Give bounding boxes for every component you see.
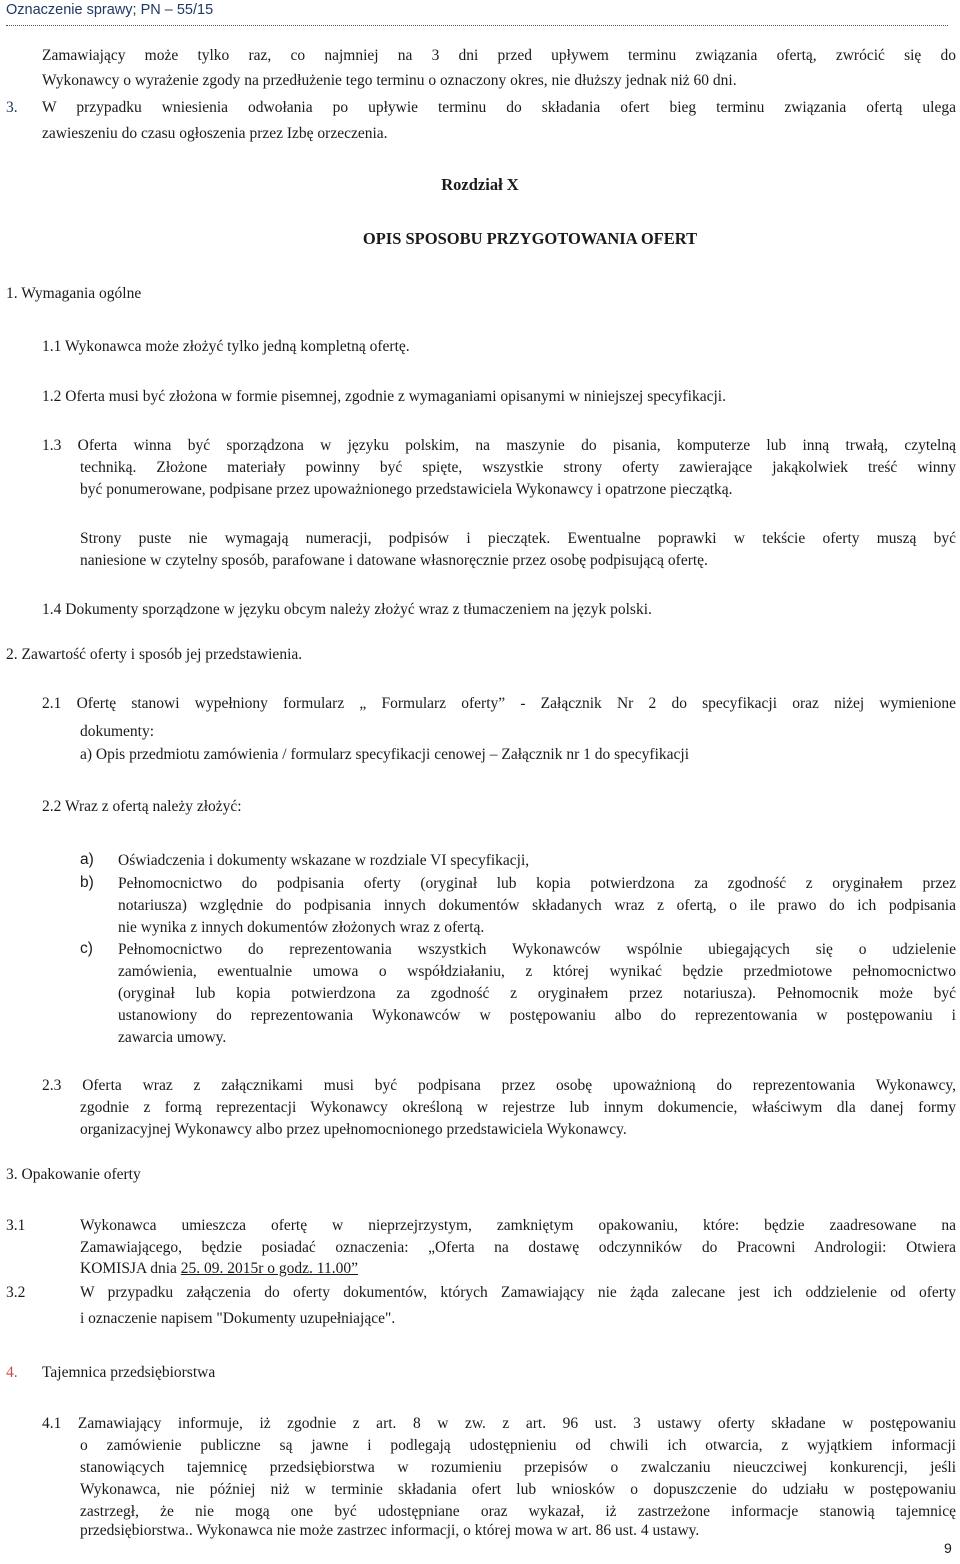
item-a-marker: a): [80, 851, 94, 868]
intro-line-2: Wykonawcy o wyrażenie zgody na przedłużenie tego terminu o oznaczony okres, nie dłuższy jednak niż 60 dni.: [42, 72, 737, 89]
point-1-3b-line-1: Strony puste nie wymagają numeracji, podpisów i pieczątek. Ewentualne poprawki w tekście oferty muszą być: [80, 530, 956, 547]
point-3-line-1: W przypadku wniesienia odwołania po upływie terminu do składania ofert bieg terminu związania ofertą ulega: [42, 99, 956, 116]
section-3-heading: 3. Opakowanie oferty: [6, 1166, 141, 1183]
point-3-number: 3.: [6, 99, 18, 116]
point-4-1-line-6: przedsiębiorstwa.. Wykonawca nie może zastrzec informacji, o której mowa w art. 86 ust. 4 ustawy.: [80, 1522, 700, 1539]
point-3-1-line-2: Zamawiającego, będzie posiadać oznaczenia: „Oferta na dostawę odczynników do Pracowni Andrologii: Otwiera: [80, 1239, 956, 1256]
point-4-1-line-3: stanowiących tajemnicę przedsiębiorstwa w rozumieniu przepisów o zwalczaniu nieuczciwej konkurencji, jeśli: [80, 1459, 956, 1476]
chapter-label: Rozdział X: [441, 175, 519, 194]
chapter-title: OPIS SPOSOBU PRZYGOTOWANIA OFERT: [362, 229, 698, 248]
point-3-1-line-3: [80, 1259, 358, 1279]
point-3-1-line-1: Wykonawca umieszcza ofertę w nieprzejrzystym, zamkniętym opakowaniu, które: będzie zaadresowane na: [80, 1217, 956, 1234]
item-b-line-3: nie wynika z innych dokumentów złożonych wraz z ofertą.: [118, 919, 485, 936]
header-rule: [6, 25, 948, 26]
item-c-line-1: Pełnomocnictwo do reprezentowania wszystkich Wykonawców wspólnie ubiegających się o udzielenie: [118, 941, 956, 958]
point-3-1-number: 3.1: [6, 1217, 26, 1234]
item-c-line-4: ustanowiony do reprezentowania Wykonawców w postępowaniu albo do reprezentowania w postępowaniu i: [118, 1007, 956, 1024]
point-1-1: 1.1 Wykonawca może złożyć tylko jedną kompletną ofertę.: [42, 338, 410, 355]
point-1-3b-line-2: naniesione w czytelny sposób, parafowane i datowane własnoręcznie przez osobę podpisującą ofertę.: [80, 552, 708, 569]
point-2-3-line-3: organizacyjnej Wykonawcy albo przez upełnomocnionego przedstawiciela Wykonawcy.: [80, 1121, 627, 1138]
opening-commission-text: KOMISJA dnia: [80, 1260, 181, 1277]
section-1-heading: 1. Wymagania ogólne: [6, 285, 142, 302]
page-header: [0, 0, 960, 22]
point-1-2: 1.2 Oferta musi być złożona w formie pisemnej, zgodnie z wymaganiami opisanymi w niniejszej specyfikacji.: [42, 388, 726, 405]
case-reference: Oznaczenie sprawy; PN – 55/15: [6, 2, 214, 18]
point-1-3-line-2: techniką. Złożone materiały powinny być spięte, wszystkie strony oferty zawierające jakąkolwiek treść winny: [80, 459, 956, 476]
point-2-1-line-1: 2.1 Ofertę stanowi wypełniony formularz „ Formularz oferty” - Załącznik Nr 2 do specyfikacji oraz niżej wymienione: [42, 695, 956, 712]
point-1-3-line-3: być ponumerowane, podpisane przez upoważnionego przedstawiciela Wykonawcy i opatrzone pieczątką.: [80, 481, 733, 498]
point-3-2-line-1: W przypadku załączenia do oferty dokumentów, których Zamawiający nie żąda zalecane jest ich oddzielenie od oferty: [80, 1284, 956, 1301]
opening-date: 25. 09. 2015r o godz. 11.00”: [180, 1260, 358, 1277]
item-b-line-2: notariusza) względnie do podpisania innych dokumentów składanych wraz z ofertą, o ile prawo do ich podpisania: [118, 897, 956, 914]
item-c-marker: c): [80, 940, 93, 957]
section-4-heading: Tajemnica przedsiębiorstwa: [42, 1364, 216, 1381]
point-3-2-number: 3.2: [6, 1284, 26, 1301]
item-c-line-5: zawarcia umowy.: [118, 1029, 227, 1046]
point-4-1-line-2: o zamówienie publiczne są jawne i podlegają udostępnieniu od chwili ich otwarcia, z wyjątkiem informacji: [80, 1437, 956, 1454]
point-4-1-line-1: 4.1 Zamawiający informuje, iż zgodnie z art. 8 w zw. z art. 96 ust. 3 ustawy oferty składane w postępowaniu: [42, 1415, 956, 1432]
item-b-marker: b): [80, 874, 94, 891]
point-1-3-line-1: 1.3 Oferta winna być sporządzona w języku polskim, na maszynie do pisania, komputerze lub inną trwałą, czytelną: [42, 437, 956, 454]
item-c-line-3: (oryginał lub kopia potwierdzona za zgodność z oryginałem przez notariusza). Pełnomocnik może być: [118, 985, 956, 1002]
point-2-2: 2.2 Wraz z ofertą należy złożyć:: [42, 798, 242, 815]
point-4-1-line-5: zastrzegł, że nie mogą one być udostępniane oraz wykazał, iż zastrzeżone informacje stanowią tajemnicę: [80, 1503, 956, 1520]
point-1-4: 1.4 Dokumenty sporządzone w języku obcym należy złożyć wraz z tłumaczeniem na język polski.: [42, 601, 652, 618]
point-3-line-2: zawieszeniu do czasu ogłoszenia przez Izbę orzeczenia.: [42, 125, 388, 142]
point-2-1-line-2: dokumenty:: [80, 723, 155, 740]
point-4-1-line-4: Wykonawca, nie później niż w terminie składania ofert lub wniosków o dopuszczenie do udziału w postępowaniu: [80, 1481, 956, 1498]
point-2-3-line-2: zgodnie z formą reprezentacji Wykonawcy określoną w rejestrze lub innym dokumencie, właściwym dla danej formy: [80, 1099, 956, 1116]
point-3-2-line-2: i oznaczenie napisem "Dokumenty uzupełniające".: [80, 1310, 396, 1327]
section-4-number: 4.: [6, 1364, 18, 1381]
item-b-line-1: Pełnomocnictwo do podpisania oferty (oryginał lub kopia potwierdzona za zgodność z oryginałem przez: [118, 875, 956, 892]
point-2-1-item-a: a) Opis przedmiotu zamówienia / formularz specyfikacji cenowej – Załącznik nr 1 do specyfikacji: [80, 746, 689, 763]
page-number: 9: [944, 1540, 952, 1556]
item-c-line-2: zamówienia, ewentualnie umowa o współdziałaniu, z której wynikać będzie przedmiotowe pełnomocnictwo: [118, 963, 956, 980]
point-2-3-line-1: 2.3 Oferta wraz z załącznikami musi być podpisana przez osobę upoważnioną do reprezentowania Wykonawcy,: [42, 1077, 956, 1094]
section-2-heading: 2. Zawartość oferty i sposób jej przedstawienia.: [6, 646, 303, 663]
intro-line-1: Zamawiający może tylko raz, co najmniej na 3 dni przed upływem terminu związania ofertą, zwrócić się do: [42, 47, 956, 64]
item-a-text: Oświadczenia i dokumenty wskazane w rozdziale VI specyfikacji,: [118, 852, 530, 869]
